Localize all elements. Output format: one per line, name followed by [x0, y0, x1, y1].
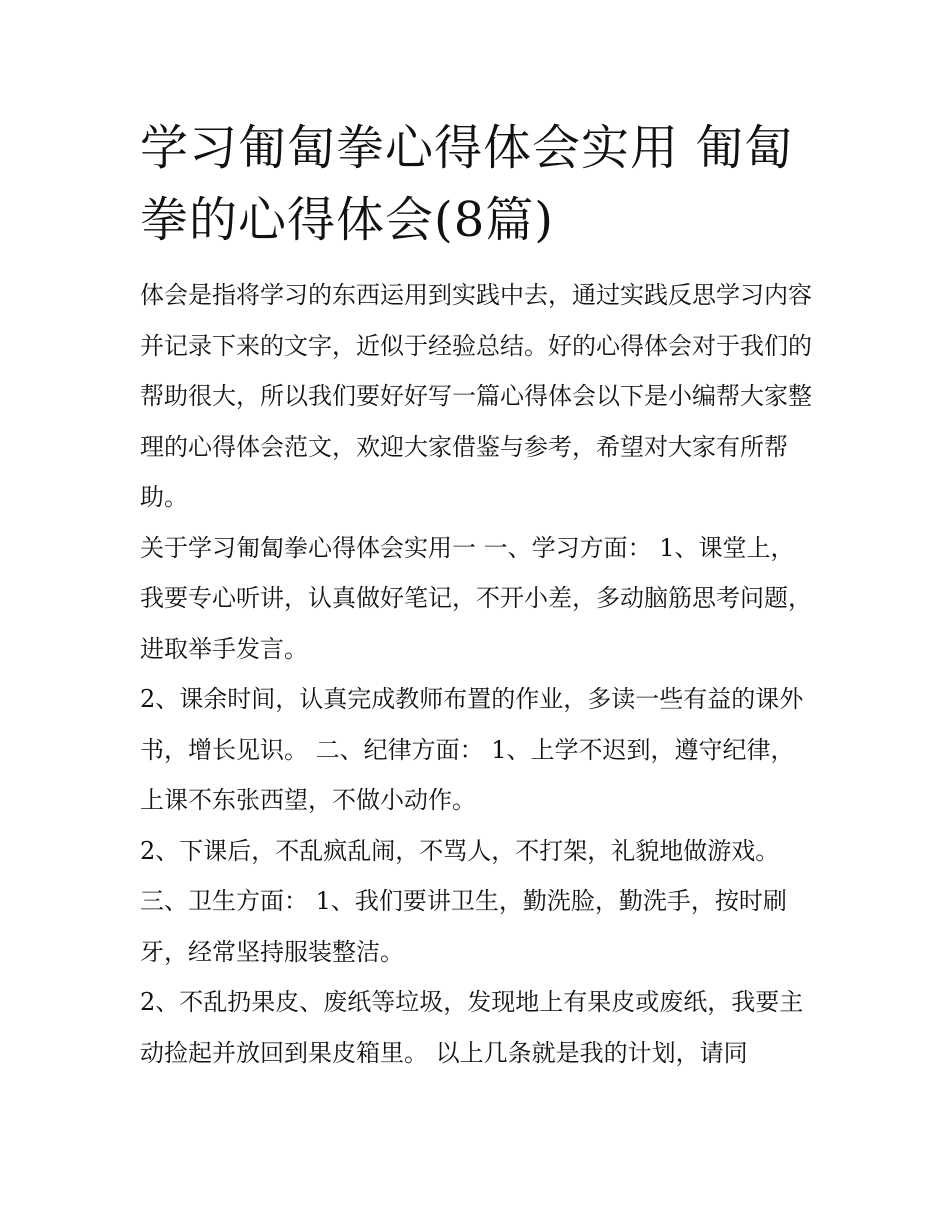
paragraph-litter: 2、不乱扔果皮、废纸等垃圾，发现地上有果皮或废纸，我要主动捡起并放回到果皮箱里。 以上几条就是我的计划，请同 — [140, 988, 804, 1067]
paragraph-study: 关于学习匍匐拳心得体会实用一 一、学习方面： 1、课堂上，我要专心听讲，认真做好笔记，不开小差，多动脑筋思考问题，进取举手发言。 — [140, 533, 812, 663]
document-title: 学习匍匐拳心得体会实用 匍匐拳的心得体会(8篇) — [140, 120, 794, 248]
paragraph-intro: 体会是指将学习的东西运用到实践中去，通过实践反思学习内容并记录下来的文字，近似于经验总结。好的心得体会对于我们的帮助很大，所以我们要好好写一篇心得体会以下是小编帮大家整理的心得体会范文，欢迎大家借鉴与参考，希望对大家有所帮助。 — [140, 281, 812, 511]
paragraph-hygiene: 2、下课后，不乱疯乱闹，不骂人，不打架，礼貌地做游戏。三、卫生方面： 1、我们要讲卫生，勤洗脸，勤洗手，按时刷牙，经常坚持服装整洁。 — [140, 836, 787, 966]
document-page — [140, 112, 812, 1078]
paragraph-discipline: 2、课余时间，认真完成教师布置的作业，多读一些有益的课外书，增长见识。 二、纪律方面： 1、上学不迟到，遵守纪律，上课不东张西望，不做小动作。 — [140, 685, 804, 814]
